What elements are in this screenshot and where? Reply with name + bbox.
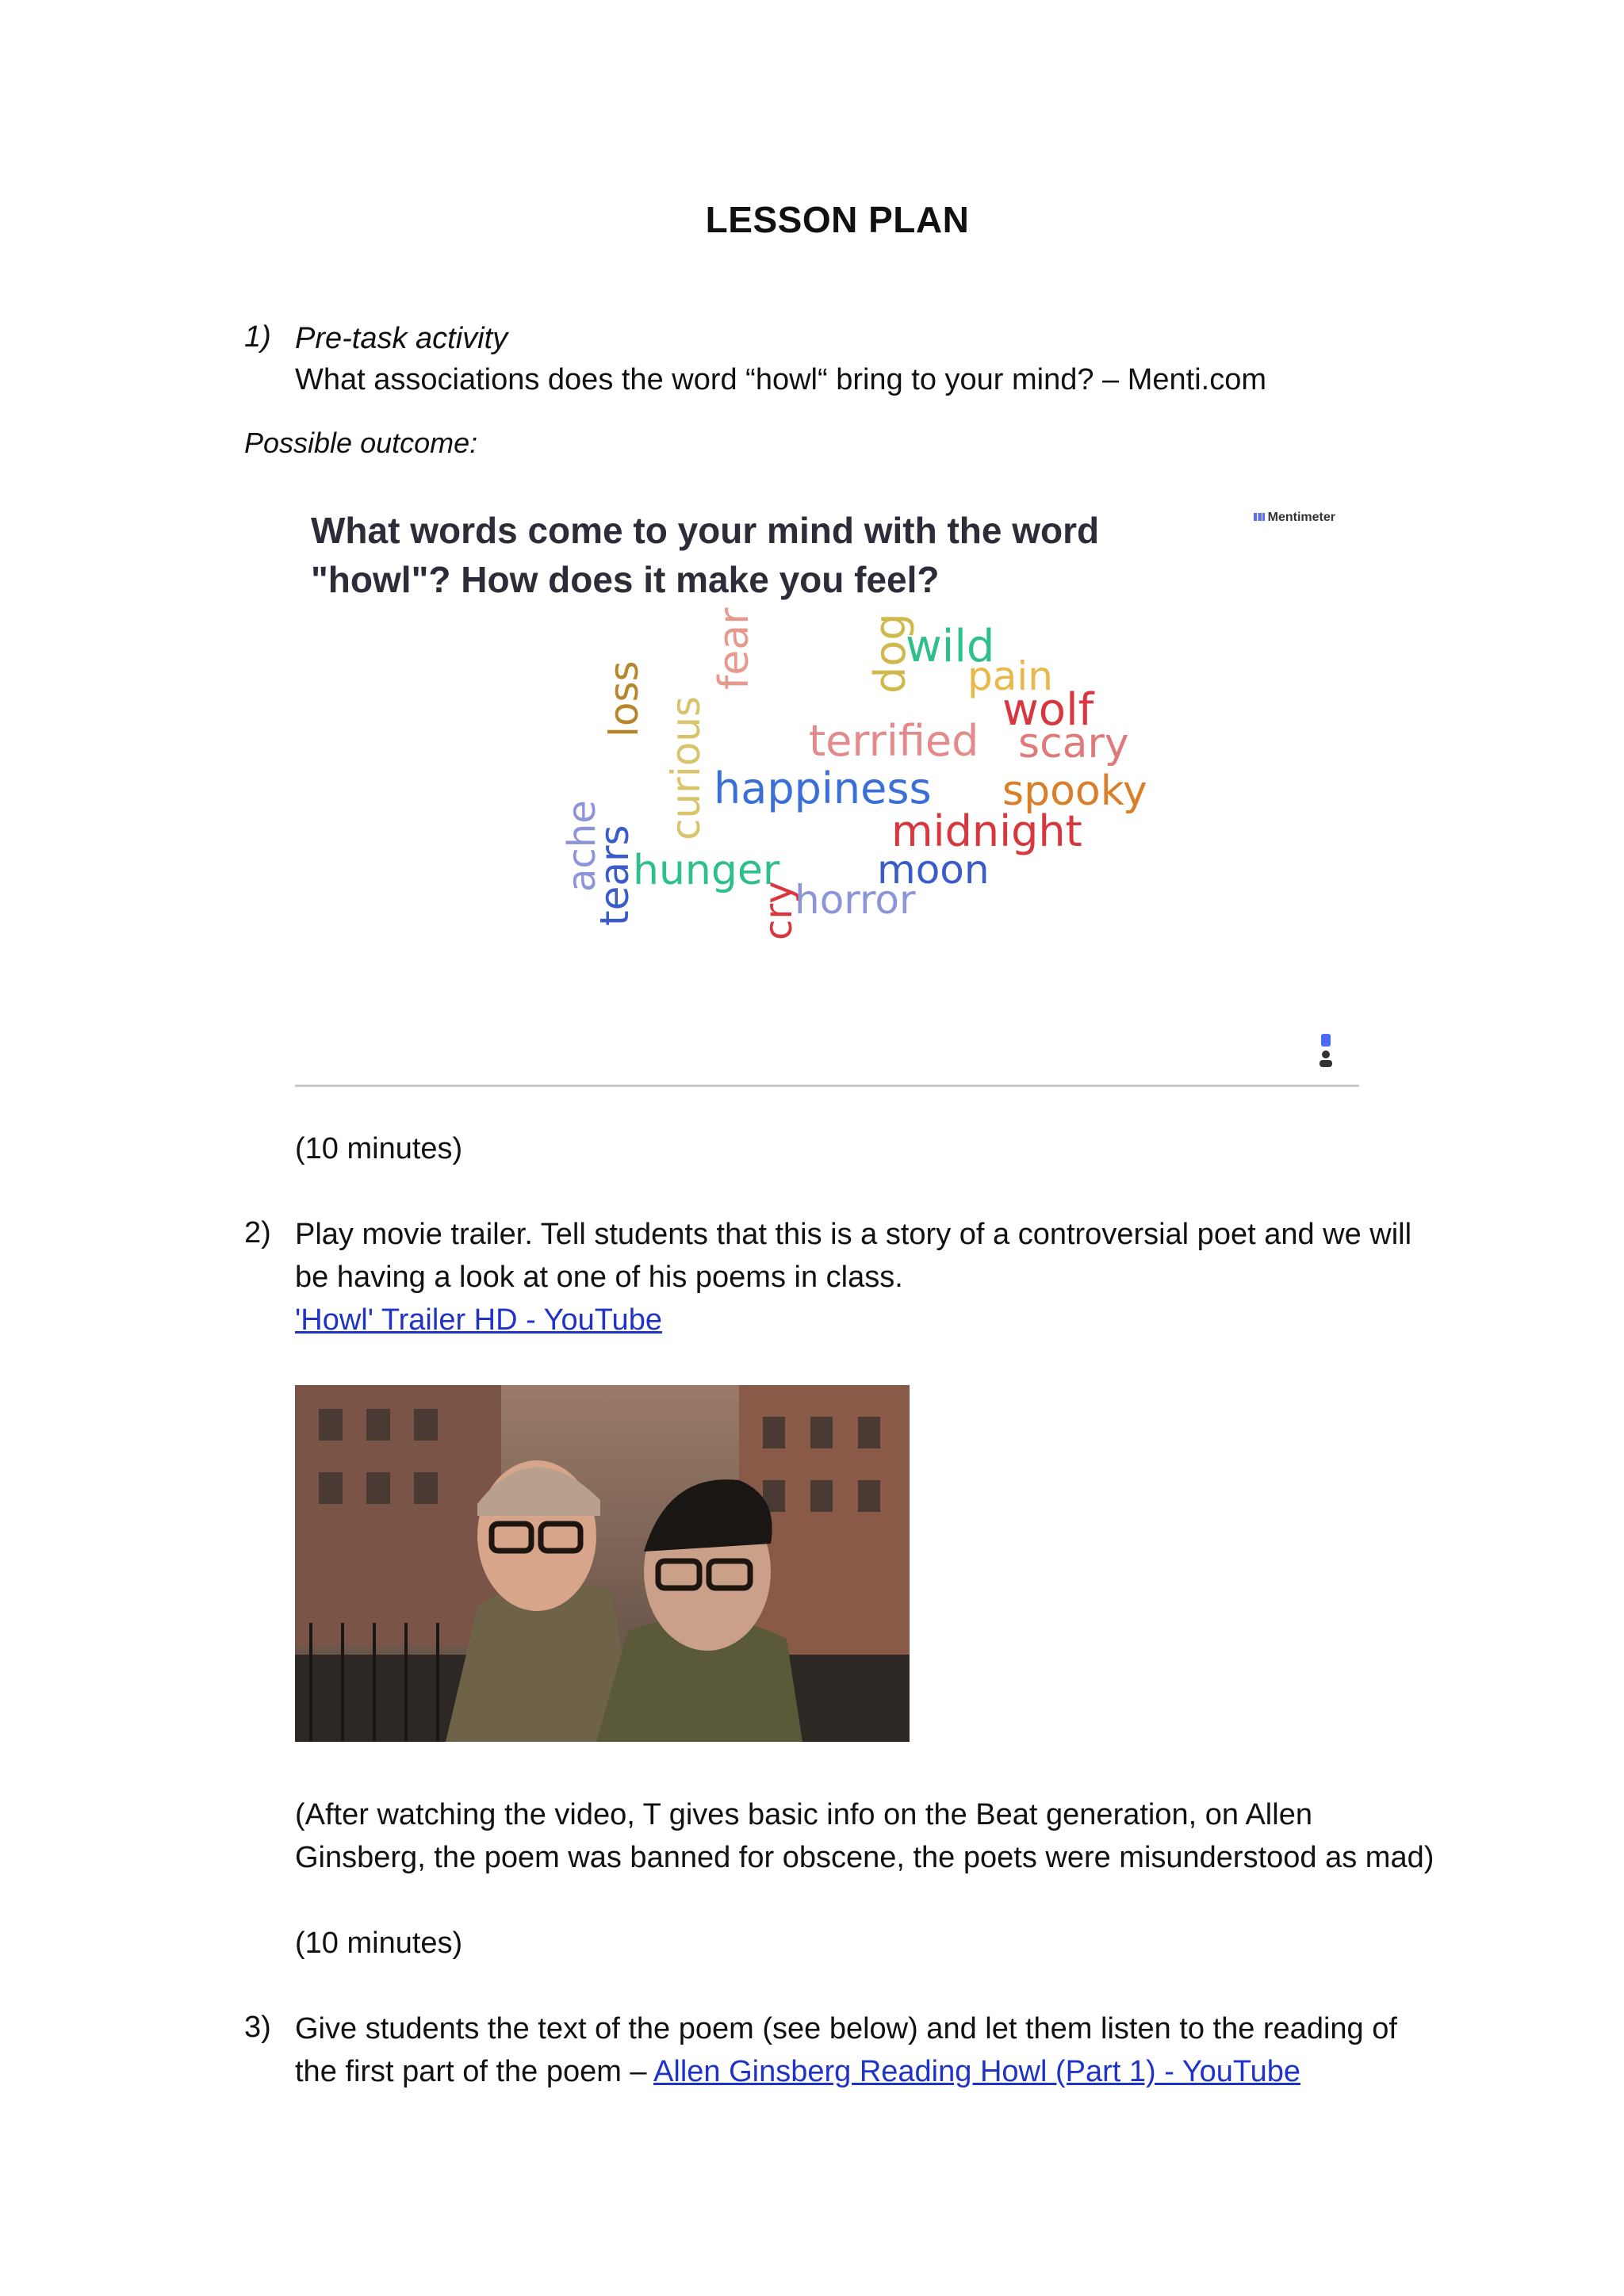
step-2-line-1: Play movie trailer. Tell students that this is a story of a controversial poet and we will: [295, 1218, 1412, 1251]
word-hunger: hunger: [633, 847, 780, 894]
word-fear: fear: [710, 607, 758, 690]
menti-question: [311, 506, 1143, 604]
word-happiness: happiness: [714, 763, 932, 813]
menti-word-cloud: [295, 492, 1359, 1086]
menti-question-line-2: "howl"? How does it make you feel?: [311, 559, 940, 600]
page-title: LESSON PLAN: [705, 199, 970, 240]
menti-user-icon: [1316, 1034, 1335, 1069]
movie-still-image: [295, 1385, 910, 1742]
word-wolf: wolf: [1002, 684, 1094, 736]
word-moon: moon: [877, 847, 990, 893]
word-pain: pain: [967, 653, 1053, 699]
word-loss: loss: [601, 660, 647, 737]
step-3-number: 3): [244, 2011, 271, 2044]
step-1-heading: Pre-task activity: [295, 322, 508, 355]
word-ache: ache: [560, 800, 604, 892]
step-1-number: 1): [244, 320, 271, 354]
word-terrified: terrified: [809, 716, 979, 766]
word-scary: scary: [1018, 720, 1129, 767]
step-2-after-line-1: (After watching the video, T gives basic info on the Beat generation, on Allen: [295, 1798, 1312, 1831]
howl-trailer-link[interactable]: 'Howl' Trailer HD - YouTube: [295, 1303, 662, 1337]
menti-question-line-1: What words come to your mind with the word: [311, 510, 1100, 551]
outcome-label: Possible outcome:: [244, 427, 478, 459]
step-2-duration: (10 minutes): [295, 1927, 463, 1960]
divider: [295, 1085, 1359, 1087]
menti-logo: Mentimeter: [1254, 511, 1335, 525]
menti-logo-icon: [1254, 513, 1265, 521]
step-1-duration: (10 minutes): [295, 1132, 463, 1165]
step-2-number: 2): [244, 1216, 271, 1249]
word-spooky: spooky: [1002, 767, 1147, 815]
word-curious: curious: [663, 696, 709, 840]
step-1-question: What associations does the word “howl“ bring to your mind? – Menti.com: [295, 363, 1266, 396]
step-2-after-line-2: Ginsberg, the poem was banned for obscene, the poets were misunderstood as mad): [295, 1841, 1434, 1874]
word-midnight: midnight: [891, 806, 1082, 856]
word-dog: dog: [865, 613, 915, 694]
word-wild: wild: [906, 621, 995, 672]
word-cry: cry: [756, 881, 801, 940]
step-3-line-1: Give students the text of the poem (see below) and let them listen to the reading of: [295, 2012, 1397, 2045]
word-tears: tears: [592, 825, 638, 926]
step-2-line-2: be having a look at one of his poems in class.: [295, 1261, 903, 1294]
ginsberg-reading-link[interactable]: Allen Ginsberg Reading Howl (Part 1) - YouTube: [653, 2055, 1301, 2088]
word-horror: horror: [795, 877, 916, 923]
step-3-line-2: the first part of the poem – Allen Ginsberg Reading Howl (Part 1) - YouTube: [295, 2055, 1301, 2088]
